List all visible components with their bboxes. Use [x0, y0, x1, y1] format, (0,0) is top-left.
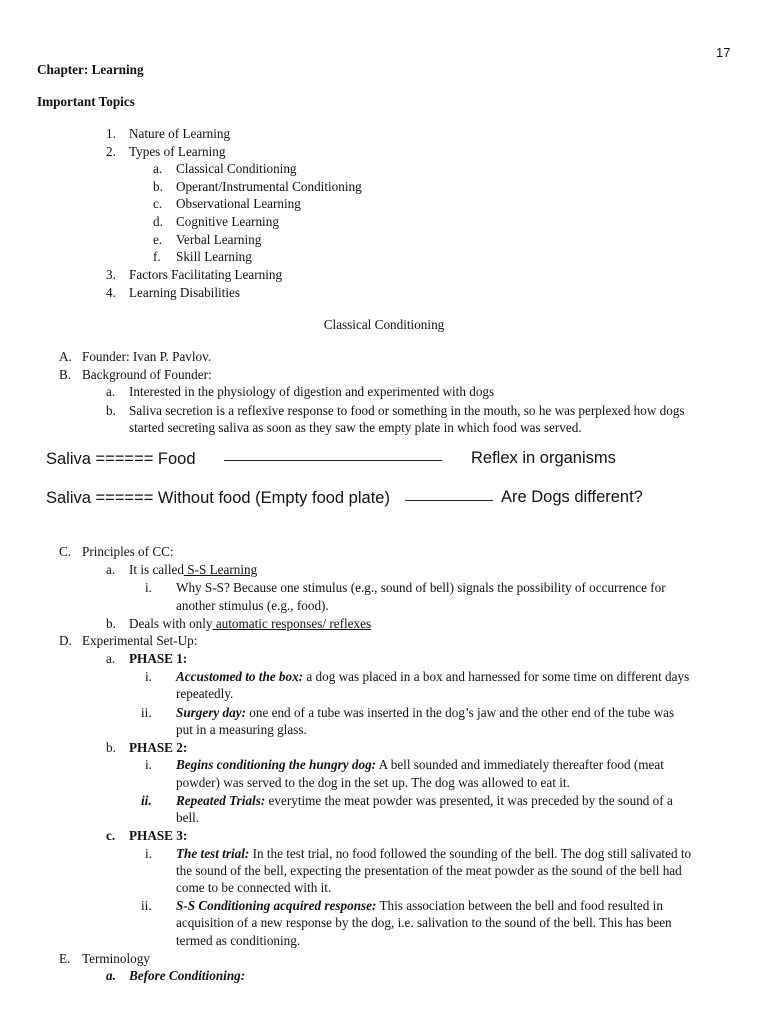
item-numeral: i.	[145, 846, 152, 861]
topic-number: 1.	[106, 126, 116, 141]
founder-text: Founder: Ivan P. Pavlov.	[82, 349, 212, 364]
phase-step: S-S Conditioning acquired response: This association between the bell and food resulted in	[176, 898, 663, 913]
phase-step-continued: bell.	[176, 810, 200, 825]
phase-step: Surgery day: one end of a tube was inserted in the dog’s jaw and the other end of the tube was	[176, 705, 675, 720]
chapter-heading: Chapter: Learning	[37, 62, 144, 77]
phase-heading: PHASE 1:	[129, 651, 188, 666]
item-letter: a.	[106, 562, 116, 577]
background-point-continued: started secreting saliva as soon as they saw the empty plate in which food was served.	[129, 420, 582, 435]
principle-point: Deals with only automatic responses/ reflexes	[129, 616, 372, 631]
topic-number: 4.	[106, 285, 116, 300]
item-letter: E.	[59, 951, 71, 966]
item-numeral: ii.	[141, 793, 152, 808]
important-topics-heading: Important Topics	[37, 94, 135, 109]
phase-step: Begins conditioning the hungry dog: A bell sounded and immediately thereafter food (meat	[176, 757, 664, 772]
topic-item: Nature of Learning	[129, 126, 231, 141]
subtopic-letter: f.	[153, 249, 161, 264]
phase-heading: PHASE 2:	[129, 740, 188, 755]
topic-number: 3.	[106, 267, 116, 282]
item-numeral: ii.	[141, 898, 152, 913]
subtopic-letter: c.	[153, 196, 163, 211]
topic-item: Types of Learning	[129, 144, 226, 159]
background-heading: Background of Founder:	[82, 367, 212, 382]
phase-step: Accustomed to the box: a dog was placed in a box and harnessed for some time on different days	[176, 669, 690, 684]
item-letter: D.	[59, 633, 72, 648]
item-letter: a.	[106, 968, 116, 983]
item-letter: a.	[106, 651, 116, 666]
phase-step-continued: repeatedly.	[176, 686, 234, 701]
item-numeral: i.	[145, 757, 152, 772]
phase-step-continued: powder) was served to the dog in the set up. The dog was allowed to eat it.	[176, 775, 570, 790]
phase-step-continued: termed as conditioning.	[176, 933, 301, 948]
terminology-heading: Terminology	[82, 951, 150, 966]
diagram-line	[224, 460, 442, 461]
phase-step-continued: acquisition of a new response by the dog, i.e. salivation to the sound of the bell. This has been	[176, 915, 672, 930]
item-letter: A.	[59, 349, 72, 364]
diagram-row2-left: Saliva ====== Without food (Empty food plate)	[46, 489, 390, 507]
terminology-subheading: Before Conditioning:	[129, 968, 246, 983]
topic-number: 2.	[106, 144, 116, 159]
subtopic-item: Operant/Instrumental Conditioning	[176, 179, 362, 194]
subtopic-letter: a.	[153, 161, 163, 176]
topic-item: Factors Facilitating Learning	[129, 267, 283, 282]
subtopic-letter: b.	[153, 179, 163, 194]
subtopic-item: Observational Learning	[176, 196, 301, 211]
subtopic-letter: d.	[153, 214, 163, 229]
principle-point: It is called S-S Learning	[129, 562, 258, 577]
subtopic-item: Classical Conditioning	[176, 161, 297, 176]
item-letter: b.	[106, 740, 116, 755]
subtopic-item: Skill Learning	[176, 249, 252, 264]
item-letter: c.	[106, 828, 116, 843]
principle-subpoint-continued: another stimulus (e.g., food).	[176, 598, 329, 613]
section-title: Classical Conditioning	[323, 317, 445, 332]
item-numeral: i.	[145, 580, 152, 595]
item-letter: a.	[106, 384, 116, 399]
item-letter: B.	[59, 367, 72, 382]
item-numeral: ii.	[141, 705, 152, 720]
setup-heading: Experimental Set-Up:	[82, 633, 198, 648]
item-letter: b.	[106, 403, 116, 418]
diagram-line	[405, 500, 493, 501]
diagram-row1-left: Saliva ====== Food	[46, 450, 196, 468]
diagram-row2-right: Are Dogs different?	[501, 488, 643, 506]
principles-heading: Principles of CC:	[82, 544, 174, 559]
phase-step: Repeated Trials: everytime the meat powder was presented, it was preceded by the sound of a	[176, 793, 673, 808]
subtopic-item: Verbal Learning	[176, 232, 262, 247]
phase-step-continued: the sound of the bell, expecting the presentation of the meat powder as the sound of the bell had	[176, 863, 682, 878]
item-letter: b.	[106, 616, 116, 631]
phase-step: The test trial: In the test trial, no food followed the sounding of the bell. The dog still salivated to	[176, 846, 692, 861]
item-numeral: i.	[145, 669, 152, 684]
phase-step-continued: come to be connected with it.	[176, 880, 332, 895]
diagram-row1-right: Reflex in organisms	[471, 449, 616, 467]
phase-step-continued: put in a measuring glass.	[176, 722, 307, 737]
subtopic-item: Cognitive Learning	[176, 214, 279, 229]
background-point: Interested in the physiology of digestion and experimented with dogs	[129, 384, 495, 399]
topic-item: Learning Disabilities	[129, 285, 240, 300]
phase-heading: PHASE 3:	[129, 828, 188, 843]
item-letter: C.	[59, 544, 72, 559]
subtopic-letter: e.	[153, 232, 163, 247]
principle-subpoint: Why S-S? Because one stimulus (e.g., sound of bell) signals the possibility of occurrence for	[176, 580, 666, 595]
page-number: 17	[716, 45, 731, 60]
background-point: Saliva secretion is a reflexive response to food or something in the mouth, so he was perplexed how dogs	[129, 403, 685, 418]
